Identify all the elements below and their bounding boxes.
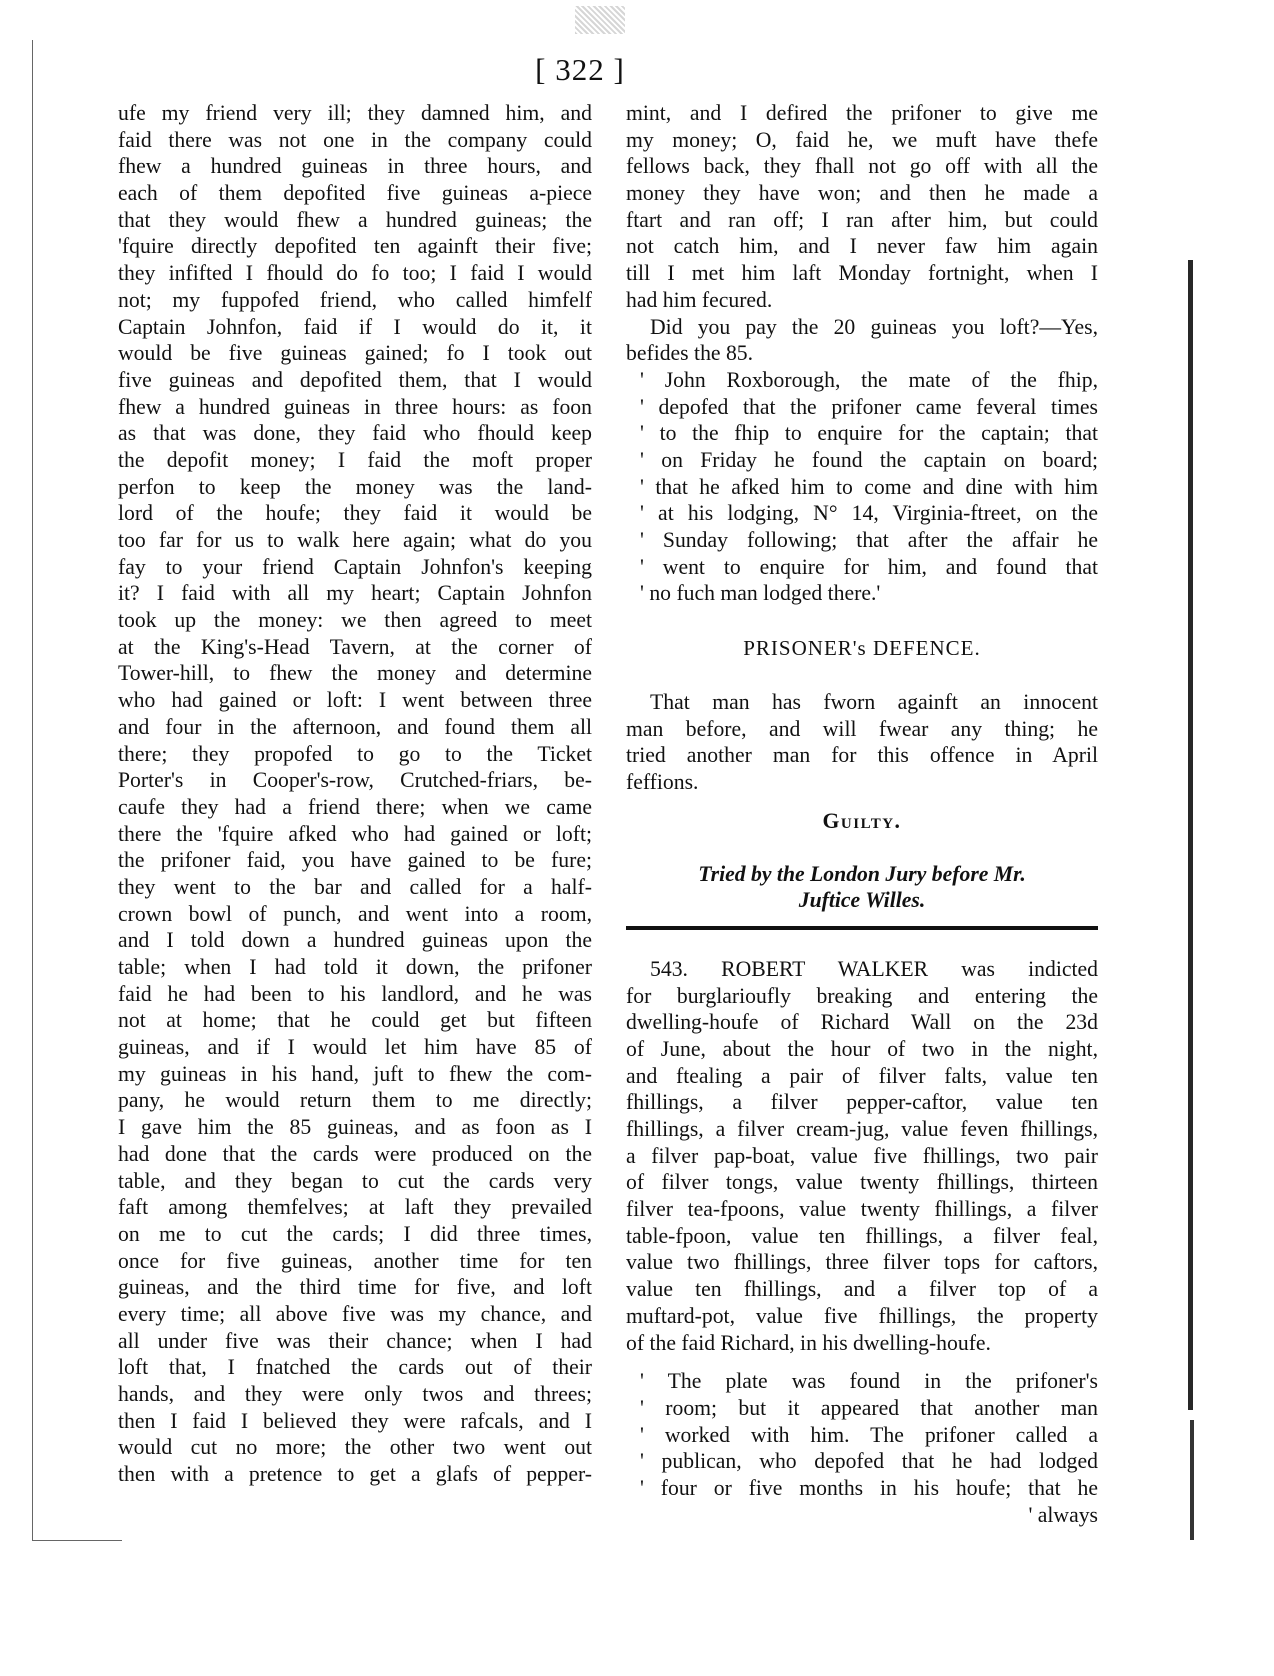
text-line: tried another man for this offence in April [626, 743, 1098, 768]
text-line: perfon to keep the money was the land- [118, 474, 592, 499]
text-line: of June, about the hour of two in the night, [626, 1036, 1098, 1061]
text-line: muftard-pot, value five fhillings, the property [626, 1303, 1098, 1328]
text-line: ' no fuch man lodged there.' [640, 581, 881, 606]
binding-edge-mark [1188, 260, 1193, 1410]
text-line: who had gained or loft: I went between three [118, 688, 592, 713]
text-line: fhew a hundred guineas in three hours: as foon [118, 394, 592, 419]
text-line: and ftealing a pair of filver falts, value ten [626, 1063, 1098, 1088]
text-line: every time; all above five was my chance, and [118, 1301, 592, 1326]
text-line: table; when I had told it down, the prifoner [118, 955, 592, 979]
text-line: faid there was not one in the company could [118, 127, 592, 152]
paragraph-roxborough-testimony [626, 367, 1098, 607]
text-line: Porter's in Cooper's-row, Crutched-friars, be- [118, 768, 592, 793]
text-line: once for five guineas, another time for ten [118, 1248, 592, 1273]
text-line: lord of the houfe; they faid it would be [118, 501, 592, 526]
text-line: had done that the cards were produced on the [118, 1141, 592, 1166]
text-line: would cut no more; the other two went out [118, 1435, 592, 1460]
text-line: ' The plate was found in the prifoner's [640, 1369, 1098, 1394]
text-line: pany, he would return them to me directly; [118, 1088, 592, 1113]
text-line: filver tea-fpoons, value twenty fhillings, a filver [626, 1197, 1098, 1222]
text-line: fhillings, a filver cream-jug, value feven fhillings, [626, 1117, 1098, 1142]
text-line: dwelling-houfe of Richard Wall on the 23d [626, 1010, 1098, 1035]
text-line: feffions. [626, 770, 699, 795]
text-line: they went to the bar and called for a half- [118, 874, 592, 899]
bottom-left-corner-line [32, 1540, 122, 1541]
text-line: ufe my friend very ill; they damned him, and [118, 101, 592, 125]
text-line: ' depofed that the prifoner came feveral times [640, 394, 1098, 419]
text-line: then I faid I believed they were rafcals, and I [118, 1408, 592, 1433]
text-line: ' four or five months in his houfe; that he [640, 1475, 1098, 1500]
text-line: money they have won; and then he made a [626, 181, 1098, 206]
text-line: ' went to enquire for him, and found that [640, 554, 1098, 579]
text-line: befides the 85. [626, 341, 754, 366]
text-line: at the King's-Head Tavern, at the corner of [118, 634, 592, 659]
right-column [626, 100, 1098, 1528]
paragraph-payment [626, 314, 1098, 367]
text-line: not; my fuppofed friend, who called himfelf [118, 287, 592, 312]
text-line: faid he had been to his landlord, and he was [118, 981, 592, 1006]
defence-heading: PRISONER's DEFENCE. [743, 636, 981, 661]
text-line: ' at his lodging, N° 14, Virginia-ftreet, on the [640, 501, 1098, 526]
text-line: ' to the fhip to enquire for the captain; that [640, 421, 1098, 446]
text-line: on me to cut the cards; I did three times, [118, 1221, 592, 1246]
text-line: value two fhillings, three filver tops for caftors, [626, 1250, 1098, 1275]
text-line: five guineas and depofited them, that I would [118, 367, 592, 392]
paragraph-evidence [626, 1368, 1098, 1501]
text-line: caufe they had a friend there; when we came [118, 794, 592, 819]
text-line: crown bowl of punch, and went into a room, [118, 901, 592, 926]
text-line: hands, and they were only twos and threes; [118, 1382, 592, 1406]
text-line: my money; O, faid he, we muft have thefe [626, 127, 1098, 152]
binding-edge-mark-lower [1190, 1420, 1194, 1540]
text-line: that they would fhew a hundred guineas; the [118, 207, 592, 232]
text-line: 'fquire directly depofited ten againft their five; [118, 234, 592, 259]
text-line: fay to your friend Captain Johnfon's keeping [118, 554, 592, 579]
text-line: Captain Johnfon, faid if I would do it, it [118, 314, 592, 339]
text-line: of the faid Richard, in his dwelling-houfe. [626, 1330, 991, 1355]
text-line: there the 'fquire afked who had gained or loft; [118, 821, 592, 846]
text-line: as that was done, they faid who fhould keep [118, 421, 592, 446]
left-column [118, 100, 592, 1488]
text-line: fhillings, a filver pepper-caftor, value ten [626, 1090, 1098, 1115]
text-line: there; they propofed to go to the Ticket [118, 741, 592, 766]
text-line: ' John Roxborough, the mate of the fhip, [640, 367, 1098, 392]
text-line: table-fpoon, value ten fhillings, a filver feal, [626, 1223, 1098, 1248]
text-line: fhew a hundred guineas in three hours, and [118, 154, 592, 179]
text-line: 543. ROBERT WALKER was indicted [650, 956, 1098, 981]
text-line: it? I faid with all my heart; Captain Johnfon [118, 581, 592, 606]
text-line: ' on Friday he found the captain on board; [640, 447, 1098, 472]
catchword: ' always [1028, 1502, 1098, 1527]
text-line: faft among themfelves; at laft they prevailed [118, 1195, 592, 1220]
text-line: Did you pay the 20 guineas you loft?—Yes, [650, 314, 1098, 339]
text-line: guineas, and if I would let him have 85 of [118, 1035, 592, 1060]
text-line: took up the money: we then agreed to meet [118, 608, 592, 633]
text-line: a filver pap-boat, value five fhillings, two pair [626, 1143, 1098, 1168]
paragraph-case-543 [626, 956, 1098, 1356]
text-line: mint, and I defired the prifoner to give me [626, 101, 1098, 125]
text-line: and I told down a hundred guineas upon the [118, 928, 592, 953]
text-line: then with a pretence to get a glafs of pepper- [118, 1462, 592, 1487]
text-line: for burglarioufly breaking and entering the [626, 983, 1098, 1008]
text-line: value ten fhillings, and a filver top of a [626, 1277, 1098, 1302]
text-line: ' Sunday following; that after the affair he [640, 528, 1098, 552]
text-line: ' publican, who depofed that he had lodged [640, 1449, 1098, 1474]
text-line: guineas, and the third time for five, and loft [118, 1275, 592, 1300]
left-edge-line [32, 40, 33, 1540]
text-line: of filver tongs, value twenty fhillings, thirteen [626, 1170, 1098, 1195]
text-line: loft that, I fnatched the cards out of their [118, 1355, 592, 1380]
text-line: would be five guineas gained; fo I took out [118, 341, 592, 366]
text-line: ' worked with him. The prifoner called a [640, 1422, 1098, 1447]
page-number: [ 322 ] [535, 52, 625, 87]
text-line: they infifted I fhould do fo too; I faid I would [118, 261, 592, 286]
tried-line-2: Juftice Willes. [798, 888, 926, 913]
text-line: the depofit money; I faid the moft proper [118, 447, 592, 472]
text-line: the prifoner faid, you have gained to be fure; [118, 848, 592, 873]
text-line: ' room; but it appeared that another man [640, 1395, 1098, 1420]
text-line: each of them depofited five guineas a-piece [118, 181, 592, 206]
verdict: Guilty. [822, 808, 902, 833]
text-line: ftart and ran off; I ran after him, but could [626, 207, 1098, 232]
text-line: I gave him the 85 guineas, and as foon as I [118, 1115, 592, 1140]
text-line: all under five was their chance; when I had [118, 1328, 592, 1353]
text-line: table, and they began to cut the cards very [118, 1168, 592, 1193]
tried-line-1: Tried by the London Jury before Mr. [698, 861, 1026, 886]
paragraph-defence [626, 689, 1098, 796]
print-smudge [575, 6, 625, 34]
text-line: till I met him laft Monday fortnight, when I [626, 261, 1098, 286]
text-line: fellows back, they fhall not go off with all the [626, 154, 1098, 179]
text-line: ' that he afked him to come and dine with him [640, 474, 1098, 499]
text-line: had him fecured. [626, 287, 773, 312]
text-line: not at home; that he could get but fifteen [118, 1008, 592, 1033]
text-line: my guineas in his hand, juft to fhew the com- [118, 1061, 592, 1086]
text-line: man before, and will fwear any thing; he [626, 716, 1098, 741]
paragraph-continuation [626, 100, 1098, 314]
text-line: and four in the afternoon, and found them all [118, 714, 592, 739]
text-line: too far for us to walk here again; what do you [118, 528, 592, 552]
text-line: not catch him, and I never faw him again [626, 234, 1098, 259]
text-line: That man has fworn againft an innocent [650, 690, 1098, 715]
text-line: Tower-hill, to fhew the money and determine [118, 661, 592, 686]
